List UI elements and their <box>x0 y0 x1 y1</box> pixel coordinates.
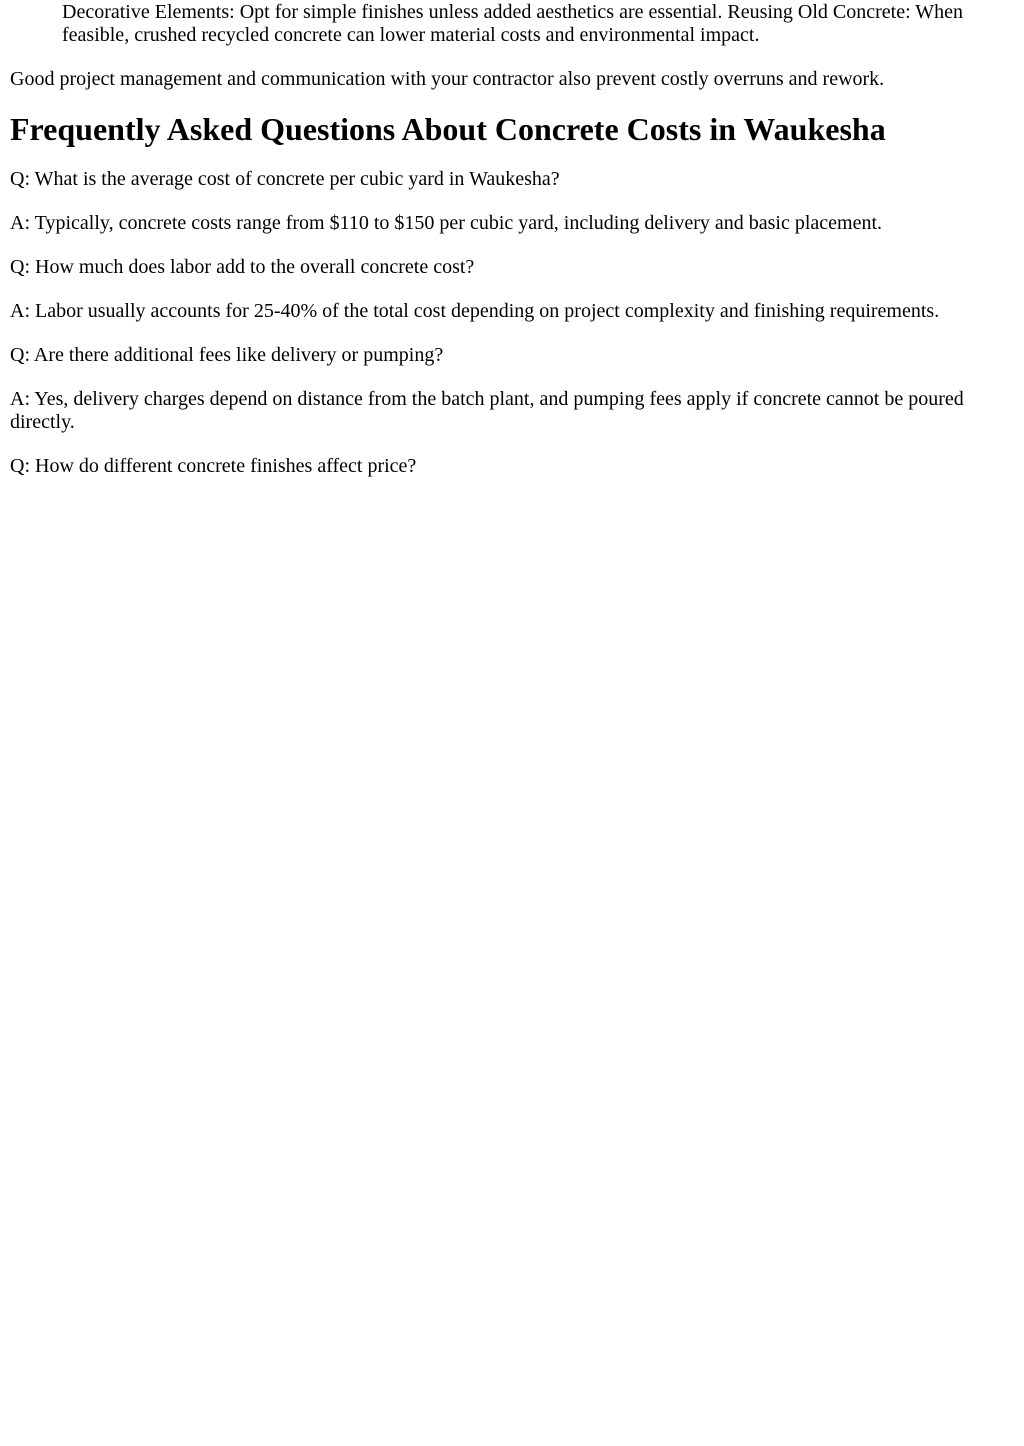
faq-question: Q: How much does labor add to the overall concrete cost? <box>10 256 475 278</box>
tip-list-item: Decorative Elements: Opt for simple finishes unless added aesthetics are essential. Reusing Old Concrete: When feasible, crushed recycled concrete can lower material costs and environmental impact. <box>62 1 964 46</box>
faq-answer: A: Labor usually accounts for 25-40% of the total cost depending on project complexity and finishing requirements. <box>10 300 940 322</box>
cost-saving-tips-list <box>10 0 1014 47</box>
faq-heading: Frequently Asked Questions About Concrete Costs in Waukesha <box>10 111 886 147</box>
faq-answer: A: Typically, concrete costs range from $110 to $150 per cubic yard, including delivery and basic placement. <box>10 212 883 234</box>
faq-question: Q: What is the average cost of concrete per cubic yard in Waukesha? <box>10 168 560 190</box>
faq-list <box>10 168 1014 478</box>
faq-answer: A: Yes, delivery charges depend on distance from the batch plant, and pumping fees apply if concrete cannot be poured directly. <box>10 388 964 433</box>
closing-paragraph: Good project management and communication with your contractor also prevent costly overruns and rework. <box>10 68 885 90</box>
faq-question: Q: Are there additional fees like delivery or pumping? <box>10 344 444 366</box>
faq-question: Q: How do different concrete finishes affect price? <box>10 455 417 477</box>
